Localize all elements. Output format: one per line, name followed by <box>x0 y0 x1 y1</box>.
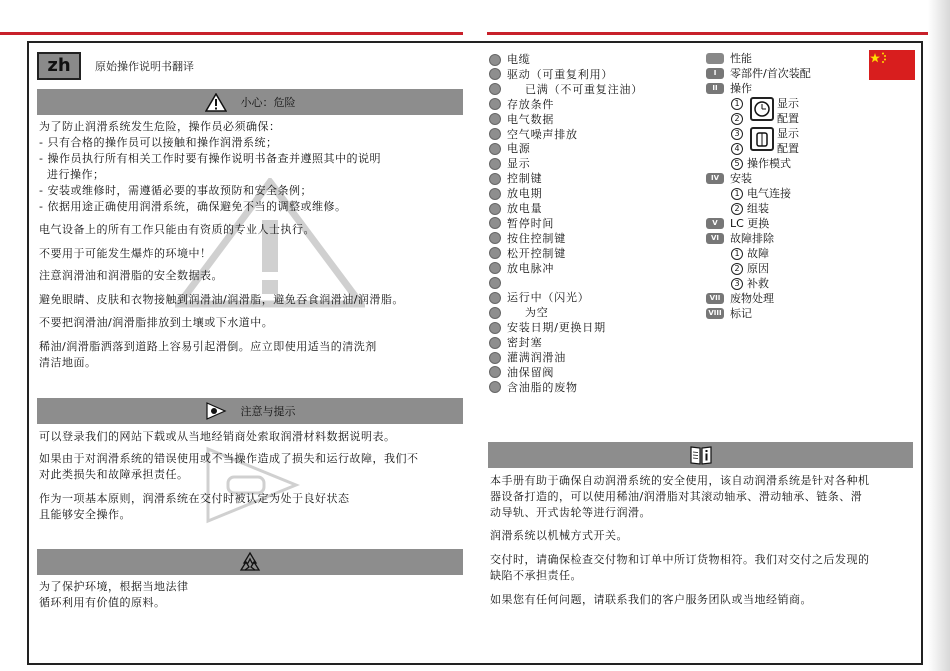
legend-label: 油保留阀 <box>507 365 555 379</box>
manual-title: 原始操作说明书翻译 <box>95 60 194 73</box>
notice-delivery-1: 作为一项基本原则，润滑系统在交付时被认定为处于良好状态 <box>39 492 350 505</box>
legend-label: 密封塞 <box>507 336 543 350</box>
legend-label: 安装日期/更换日期 <box>507 321 606 335</box>
legend-item <box>489 380 578 395</box>
legend-symbol-icon <box>489 366 501 378</box>
warning-datasheet: 注意润滑油和润滑脂的安全数据表。 <box>39 269 223 282</box>
legend-item <box>489 261 554 276</box>
toc-install: IV 安装 <box>706 171 752 186</box>
legend-label: 驱动（可重复利用） <box>507 67 614 81</box>
china-flag-icon <box>869 50 915 80</box>
legend-item <box>489 320 606 335</box>
legend-symbol-icon <box>489 217 501 229</box>
legend-label: 放电脉冲 <box>507 261 555 275</box>
hand-pointer-icon <box>205 402 227 420</box>
legend-symbol-icon <box>489 188 501 200</box>
legend-item <box>489 52 531 67</box>
manual-info-icon <box>689 444 713 466</box>
warning-electrical: 电气设备上的所有工作只能由有资质的专业人士执行。 <box>39 223 315 236</box>
notice-header-bar <box>37 398 463 424</box>
environment-line-2: 循环利用有价值的原料。 <box>39 596 166 609</box>
legend-label: 空气噪声排放 <box>507 127 578 141</box>
legend-symbol-icon <box>489 247 501 259</box>
legend-symbol-icon <box>489 128 501 140</box>
warning-spill-2: 清洁地面。 <box>39 356 97 369</box>
warning-line-1: 为了防止润滑系统发生危险，操作员必须确保： <box>39 120 281 133</box>
legend-symbol-icon <box>489 277 501 289</box>
notice-liability-2: 对此类损失和故障承担责任。 <box>39 468 189 481</box>
legend-symbol-icon <box>489 68 501 80</box>
page-edge-shadow <box>928 0 950 671</box>
warning-line-2: - 只有合格的操作员可以接触和操作润滑系统； <box>39 136 278 149</box>
notice-liability-1: 如果由于对润滑系统的错误使用或不当操作造成了损失和运行故障，我们不 <box>39 452 419 465</box>
legend-symbol-icon <box>489 98 501 110</box>
legend-symbol-icon <box>489 322 501 334</box>
legend-label: 松开控制键 <box>507 246 566 260</box>
legend-label: 已满（不可重复注油） <box>525 82 643 96</box>
info-purpose-1: 本手册有助于确保自动润滑系统的安全使用，该自动润滑系统是针对各种机 <box>490 474 870 487</box>
toc-troubleshooting: VI 故障排除 <box>706 231 774 246</box>
toc-performance: 性能 <box>706 51 752 66</box>
toc-disposal: VII 废物处理 <box>706 291 774 306</box>
info-purpose-2: 器设备打造的，可以使用稀油/润滑脂对其滚动轴承、滑动轴承、链条、滑 <box>490 490 863 503</box>
legend-label: 存放条件 <box>507 97 555 111</box>
legend-symbol-icon <box>489 352 501 364</box>
legend-symbol-icon <box>489 54 501 66</box>
legend-item <box>489 365 554 380</box>
notice-datasheet: 可以登录我们的网站下载或从当地经销商处索取润滑材料数据说明表。 <box>39 430 396 443</box>
toc-marking: VIII 标记 <box>706 306 752 321</box>
legend-symbol-icon <box>489 203 501 215</box>
toc-electrical: 1 电气连接 <box>731 186 791 201</box>
legend-label: 电源 <box>507 142 531 156</box>
warning-spill-1: 稀油/润滑脂洒落到道路上容易引起滑倒。应立即使用适当的清洗剂 <box>39 340 377 353</box>
info-switching: 润滑系统以机械方式开关。 <box>490 529 628 542</box>
legend-label: 显示 <box>507 157 531 171</box>
legend-item <box>489 335 542 350</box>
legend-symbol-icon <box>489 307 501 319</box>
legend-label: 按住控制键 <box>507 231 566 245</box>
warning-title: 小心：危险 <box>240 96 296 109</box>
legend-item <box>489 141 531 156</box>
legend-item <box>489 97 554 112</box>
toc-parts: I 零部件/首次装配 <box>706 66 811 81</box>
legend-item <box>489 246 566 261</box>
info-header-bar <box>488 442 913 468</box>
legend-label: 放电期 <box>507 187 543 201</box>
legend-item <box>489 127 578 142</box>
legend-label: 灌满润滑油 <box>507 351 566 364</box>
recycle-icon <box>238 551 262 573</box>
legend-label: 暂停时间 <box>507 216 555 230</box>
toc-config-2: 4 配置 <box>731 141 799 156</box>
toc-remedy: 3 补救 <box>731 276 769 291</box>
legend-item <box>489 112 554 127</box>
warning-explosion: 不要用于可能发生爆炸的环境中！ <box>39 247 212 260</box>
notice-delivery-2: 且能够安全操作。 <box>39 508 131 521</box>
legend-symbol-icon <box>489 143 501 155</box>
warning-line-6: - 依据用途正确使用润滑系统，确保避免不当的调整或维修。 <box>39 200 347 213</box>
warning-triangle-icon <box>205 93 227 112</box>
legend-item <box>489 231 566 246</box>
toc-config-1: 2 配置 <box>731 111 799 126</box>
legend-symbol-icon <box>489 232 501 244</box>
legend-label: 含油脂的废物 <box>507 380 578 394</box>
legend-item <box>489 290 590 305</box>
warning-line-4: 进行操作； <box>39 168 105 181</box>
warning-drain: 不要把润滑油/润滑脂排放到土壤或下水道中。 <box>39 316 274 329</box>
info-delivery-1: 交付时，请确保检查交付物和订单中所订货物相符。我们对交付之后发现的 <box>490 553 870 566</box>
legend-item <box>489 216 554 231</box>
legend-item <box>489 82 643 97</box>
legend-symbol-icon <box>489 113 501 125</box>
toc-lc-change: V LC 更换 <box>706 216 769 231</box>
legend-symbol-icon <box>489 262 501 274</box>
environment-header-bar <box>37 549 463 575</box>
legend-symbol-icon <box>489 158 501 170</box>
legend-label: 电缆 <box>507 53 531 66</box>
top-rule-right <box>487 32 950 35</box>
legend-item <box>489 186 542 201</box>
legend-symbol-icon <box>489 173 501 185</box>
legend-item <box>489 276 507 291</box>
warning-header-bar <box>37 89 463 115</box>
legend-item <box>489 350 566 365</box>
toc-fault: 1 故障 <box>731 246 769 261</box>
info-contact: 如果您有任何问题，请联系我们的客户服务团队或当地经销商。 <box>490 593 812 606</box>
legend-label: 为空 <box>525 306 549 320</box>
info-delivery-2: 缺陷不承担责任。 <box>490 569 582 582</box>
toc-display-2: 3 显示 <box>731 126 799 141</box>
warning-line-5: - 安装或维修时，需遵循必要的事故预防和安全条例； <box>39 184 312 197</box>
info-purpose-3: 动导轨、开式齿轮等进行润滑。 <box>490 506 651 519</box>
legend-item <box>489 171 542 186</box>
toc-cause: 2 原因 <box>731 261 769 276</box>
legend-symbol-icon <box>489 292 501 304</box>
environment-line-1: 为了保护环境，根据当地法律 <box>39 580 189 593</box>
language-badge: zh <box>37 52 81 80</box>
warning-line-3: - 操作员执行所有相关工作时要有操作说明书备查并遵照其中的说明 <box>39 152 381 165</box>
toc-display-1: 1 显示 <box>731 96 799 111</box>
toc-opmode: 5 操作模式 <box>731 156 791 171</box>
legend-item <box>489 201 542 216</box>
legend-symbol-icon <box>489 337 501 349</box>
legend-symbol-icon <box>489 381 501 393</box>
legend-item <box>489 156 531 171</box>
top-rule-left <box>0 32 463 35</box>
toc-operation: II 操作 <box>706 81 752 96</box>
legend-item <box>489 67 613 82</box>
notice-title: 注意与提示 <box>240 405 296 418</box>
legend-symbol-icon <box>489 83 501 95</box>
warning-contact: 避免眼睛、皮肤和衣物接触到润滑油/润滑脂，避免吞食润滑油/润滑脂。 <box>39 293 404 306</box>
toc-assembly: 2 组装 <box>731 201 769 216</box>
legend-item <box>489 305 549 320</box>
legend-label: 放电量 <box>507 202 543 215</box>
legend-label: 控制键 <box>507 172 543 186</box>
legend-label: 运行中（闪光） <box>507 291 590 305</box>
legend-label: 电气数据 <box>507 112 555 126</box>
